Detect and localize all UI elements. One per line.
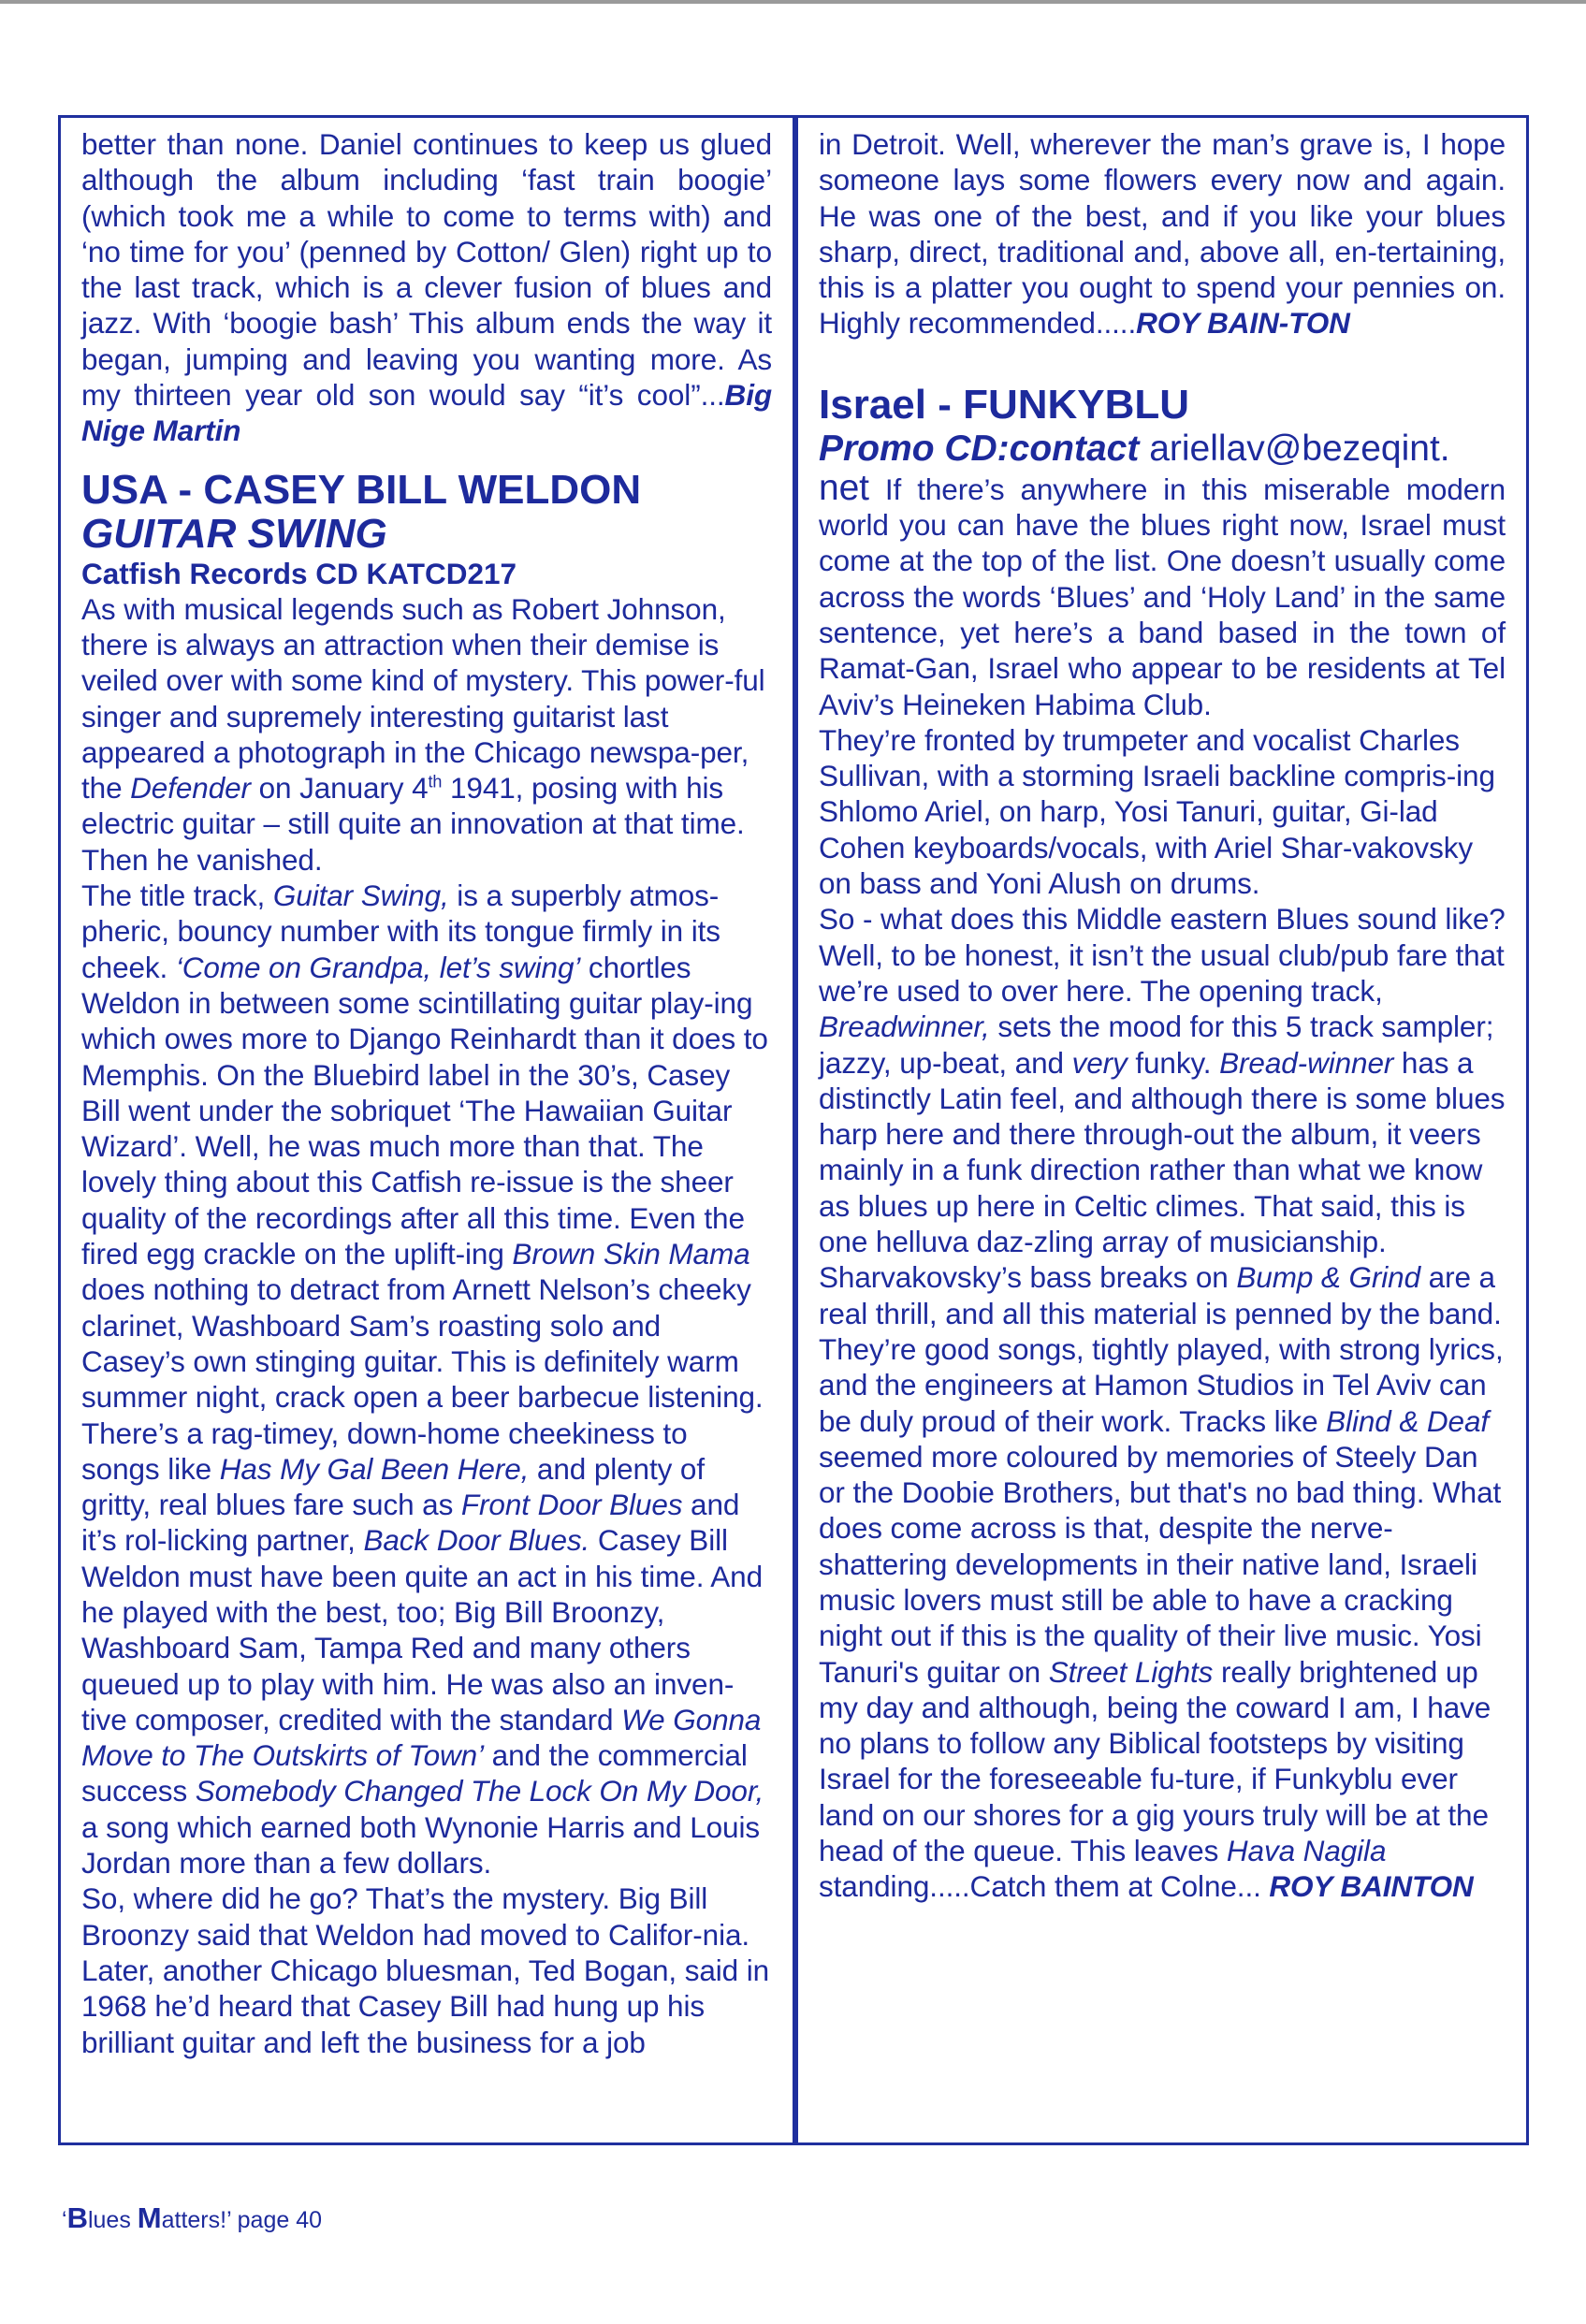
review-label-catfish: Catfish Records CD KATCD217	[81, 556, 517, 590]
intro-signature: Big Nige Martin	[81, 378, 772, 448]
left-column	[58, 115, 795, 2145]
weldon-paragraph-3: So, where did he go? That’s the mystery. Big Bill Broonzy said that Weldon had moved to Califor-nia. Later, another Chicago bluesman, Ted Bogan, said in 1968 he’d heard that Casey Bill had hung up his brilliant guitar and left the business for a job	[81, 1881, 770, 2059]
page-footer: ‘Blues Matters!’ page 40	[62, 2201, 323, 2234]
funkyblu-paragraph-1: net If there’s anywhere in this miserable modern world you can have the blues right now, Israel must come at the top of the list. One doesn’t usually come across the words ‘Blues’ and ‘Holy Land’ in the same sentence, yet here’s a band based in the town of Ramat-Gan, Israel who appear to be residents at Tel Aviv’s Heineken Habima Club.	[819, 467, 1506, 721]
review-heading-weldon: USA - CASEY BILL WELDON	[81, 466, 642, 513]
review-title-guitar-swing: GUITAR SWING	[81, 510, 387, 557]
intro-paragraph	[81, 126, 772, 449]
weldon-continuation: in Detroit. Well, wherever the man’s grave is, I hope someone lays some flowers every now and again. He was one of the best, and if you like your blues sharp, direct, traditional and, above all, en-tertaining, this is a platter you ought to spend your pennies on. Highly recommended.....ROY BAIN-TON	[819, 127, 1506, 341]
intro-text: better than none. Daniel continues to keep us glued although the album including ‘fast train boogie’ (which took me a while to come to terms with) and ‘no time for you’ (penned by Cotton/ Glen) right up to the last track, which is a clever fusion of blues and jazz. With ‘boogie bash’ This album ends the way it began, jumping and leaving you wanting more. As my thirteen year old son would say “it’s cool”...	[81, 127, 772, 413]
weldon-paragraph-1: As with musical legends such as Robert Johnson, there is always an attraction when their demise is veiled over with some kind of mystery. This power-ful singer and supremely interesting guitarist last appeared a photograph in the Chicago newspa-per, the Defender on January 4th 1941, posing with his electric guitar – still quite an innovation at that time. Then he vanished.	[81, 591, 765, 877]
weldon-paragraph-2: The title track, Guitar Swing, is a superbly atmos-pheric, bouncy number with its tongue firmly in its cheek. ‘Come on Grandpa, let’s swing’ chortles Weldon in between some scintillating guitar play-ing which owes more to Django Reinhardt than it does to Memphis. On the Bluebird label in the 30’s, Casey Bill went under the sobriquet ‘The Hawaiian Guitar Wizard’. Well, he was much more than that. The lovely thing about this Catfish re-issue is the sheer quality of the recordings after all this time. Even the fired egg crackle on the uplift-ing Brown Skin Mama does nothing to detract from Arnett Nelson’s cheeky clarinet, Washboard Sam’s roasting solo and Casey’s own stinging guitar. This is definitely warm summer night, crack open a beer barbecue listening. There’s a rag-timey, down-home cheekiness to songs like Has My Gal Been Here, and plenty of gritty, real blues fare such as Front Door Blues and it’s rol-licking partner, Back Door Blues. Casey Bill Weldon must have been quite an act in his time. And he played with the best, too; Big Bill Broonzy, Washboard Sam, Tampa Red and many others queued up to play with him. He was also an inven-tive composer, credited with the standard We Gonna Move to The Outskirts of Town’ and the commercial success Somebody Changed The Lock On My Door, a song which earned both Wynonie Harris and Louis Jordan more than a few dollars.	[81, 879, 768, 1881]
promo-label: Promo CD:contact	[819, 428, 1140, 469]
bainton-signature: ROY BAIN-TON	[1136, 306, 1350, 341]
funkyblu-paragraph-3: So - what does this Middle eastern Blues sound like? Well, to be honest, it isn’t the usual club/pub fare that we’re used to over here. The opening track, Breadwinner, sets the mood for this 5 track sampler; jazzy, up-beat, and very funky. Bread-winner has a distinctly Latin feel, and although there is some blues harp here and there through-out the album, it veers mainly in a funk direction rather than what we know as blues up here in Celtic climes. That said, this is one helluva daz-zling array of musicianship. Sharvakovsky’s bass breaks on Bump & Grind are a real thrill, and all this material is penned by the band. They’re good songs, tightly played, with strong lyrics, and the engineers at Hamon Studios in Tel Aviv can be duly proud of their work. Tracks like Blind & Deaf seemed more coloured by memories of Steely Dan or the Doobie Brothers, but that's no bad thing. What does come across is that, despite the nerve-shattering developments in their native land, Israeli music lovers must still be able to have a cracking night out if this is the quality of their live music. Yosi Tanuri's guitar on Street Lights really brightened up my day and although, being the coward I am, I have no plans to follow any Biblical footsteps by visiting Israel for the foreseeable fu-ture, if Funkyblu ever land on our shores for a gig yours truly will be at the head of the queue. This leaves Hava Nagila standing.....Catch them at Colne... ROY BAINTON	[819, 902, 1506, 1904]
defender-italic: Defender	[130, 771, 251, 806]
right-column	[795, 115, 1529, 2145]
top-rule	[0, 0, 1586, 4]
promo-email-cont: net	[819, 467, 869, 508]
funkyblu-signature: ROY BAINTON	[1269, 1869, 1474, 1904]
funkyblu-paragraph-2: They’re fronted by trumpeter and vocalist Charles Sullivan, with a storming Israeli backline compris-ing Shlomo Ariel, on harp, Yosi Tanuri, guitar, Gi-lad Cohen keyboards/vocals, with Ariel Shar-vakovsky on bass and Yoni Alush on drums.	[819, 722, 1495, 901]
review-heading-funkyblu: Israel - FUNKYBLU	[819, 381, 1190, 428]
promo-contact	[819, 428, 1506, 471]
promo-email: ariellav@bezeqint.	[1139, 428, 1450, 469]
